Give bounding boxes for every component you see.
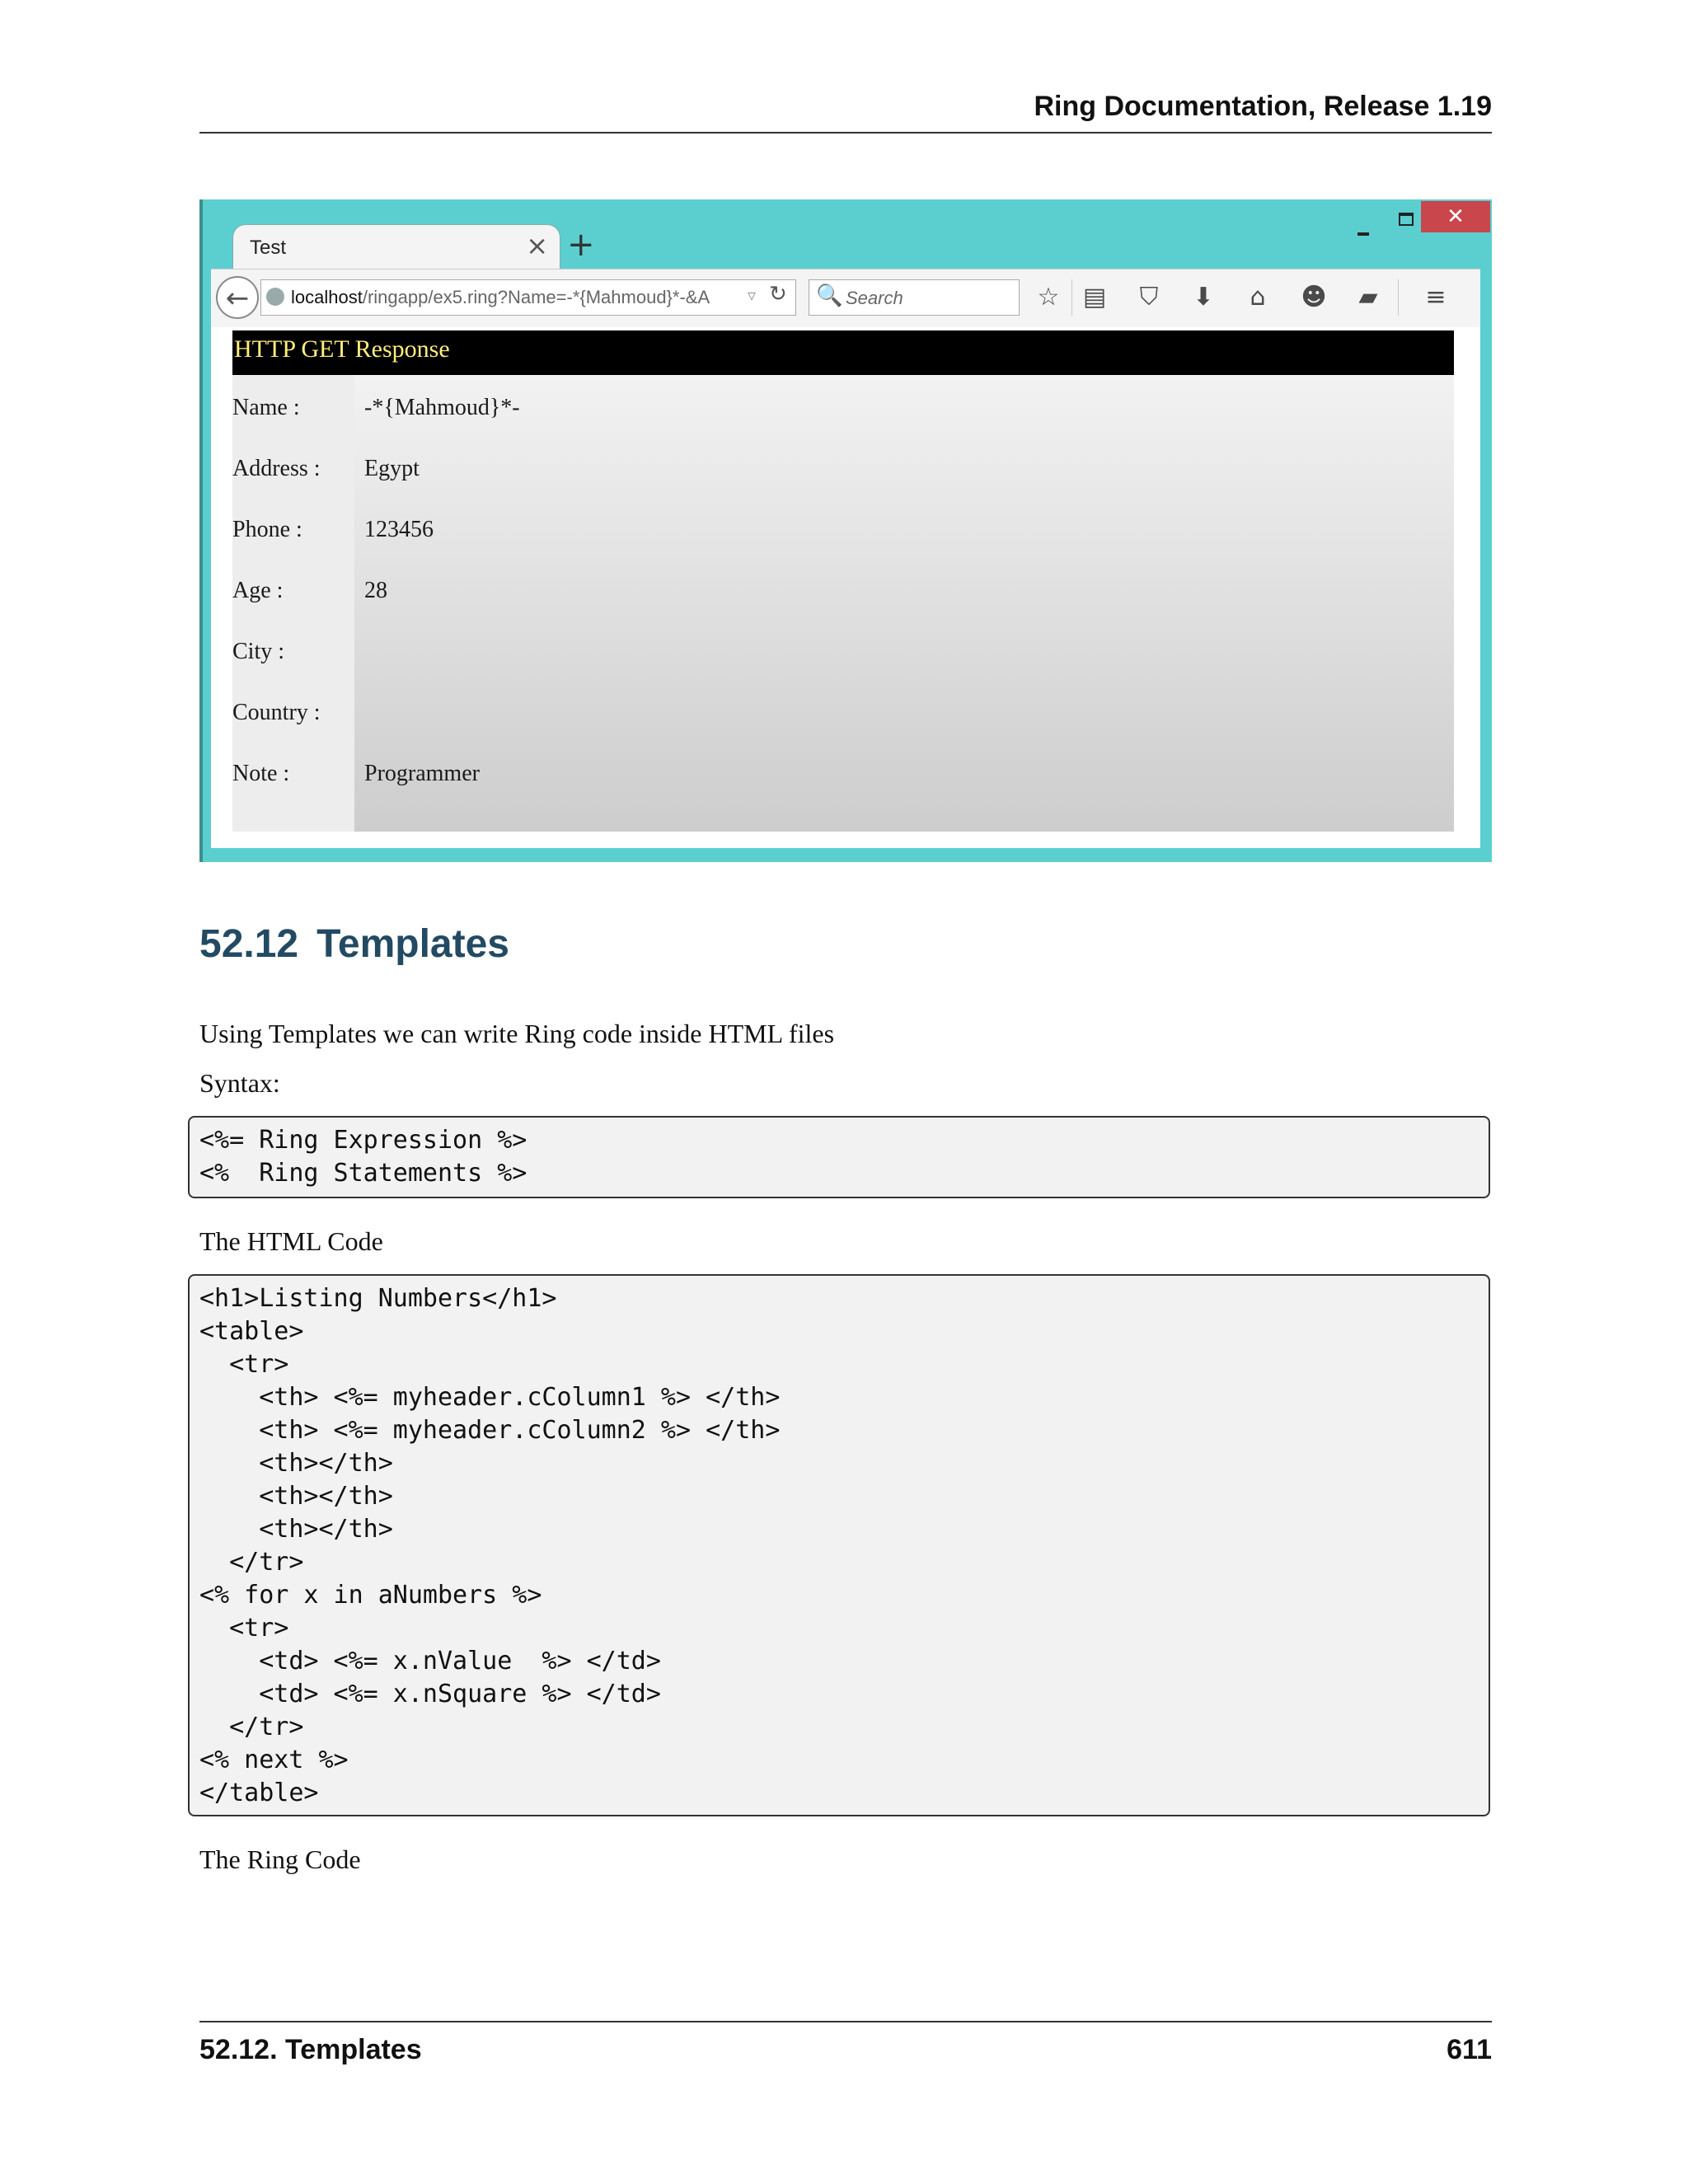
field-value: Programmer <box>364 761 480 786</box>
pocket-icon[interactable]: ⛉ <box>1139 283 1159 312</box>
reload-icon[interactable]: ↻ <box>769 282 787 307</box>
field-label: Note : <box>232 761 290 786</box>
field-value: 28 <box>364 578 387 603</box>
globe-icon <box>266 288 284 306</box>
response-heading: HTTP GET Response <box>232 330 1454 375</box>
bookmark-star-icon[interactable]: ☆ <box>1037 283 1060 312</box>
minimize-button[interactable] <box>1341 214 1382 244</box>
field-row <box>232 639 1454 700</box>
field-value: 123456 <box>364 517 434 542</box>
field-value: Egypt <box>364 456 420 481</box>
field-label: Country : <box>232 700 321 725</box>
address-text <box>291 287 710 308</box>
url-host: localhost <box>291 287 363 307</box>
field-row <box>232 700 1454 761</box>
maximize-button[interactable] <box>1384 206 1425 236</box>
browser-screenshot <box>199 199 1492 862</box>
html-code: <h1>Listing Numbers</h1> <table> <tr> <th> <%= myheader.cColumn1 %> </th> <th> <%= myheader.cColumn2 %> </th> <th></th> <th></th> <th></th> </tr> <% for x in aNumbers %> <tr> <td> <%= x.nValue %> </td> <td> <%= x.nSquare %> </td> </tr> <% next %> </table> <box>199 1284 781 1807</box>
field-row <box>232 761 1454 822</box>
field-row <box>232 456 1454 517</box>
search-input[interactable] <box>809 279 1020 316</box>
url-dropdown-icon[interactable]: ▿ <box>748 285 757 305</box>
syntax-label: Syntax: <box>199 1068 280 1098</box>
toolbar-separator <box>1398 279 1399 316</box>
ring-code-label: The Ring Code <box>199 1844 361 1874</box>
field-value: -*{Mahmoud}*- <box>364 395 520 420</box>
section-heading <box>199 921 509 967</box>
running-header <box>199 91 1492 134</box>
field-row <box>232 517 1454 578</box>
page-number: 611 <box>1447 2034 1492 2065</box>
field-label: Address : <box>232 456 321 481</box>
field-label: City : <box>232 639 285 664</box>
chat-icon[interactable]: ☻ <box>1301 283 1327 312</box>
field-row <box>232 395 1454 456</box>
syntax-code: <%= Ring Expression %> <% Ring Statements %> <box>199 1126 528 1188</box>
html-code-label: The HTML Code <box>199 1226 383 1256</box>
syntax-code-block <box>188 1116 1490 1198</box>
section-title: Templates <box>316 922 509 966</box>
tab-title: Test <box>250 237 287 259</box>
extension-icon[interactable]: ▰ <box>1358 283 1378 312</box>
address-bar[interactable] <box>260 279 796 316</box>
field-label: Age : <box>232 578 284 603</box>
tab-close-icon[interactable]: × <box>526 230 548 261</box>
download-icon[interactable]: ⬇ <box>1193 283 1214 312</box>
window-close-button[interactable]: ✕ <box>1421 201 1490 232</box>
toolbar-separator <box>1071 279 1072 316</box>
new-tab-button[interactable]: + <box>567 226 595 264</box>
maximize-icon <box>1399 213 1414 226</box>
search-placeholder: Search <box>846 288 903 308</box>
running-header-title: Ring Documentation, Release 1.19 <box>1034 91 1492 122</box>
field-label: Phone : <box>232 517 302 542</box>
field-row <box>232 578 1454 639</box>
window-border <box>199 199 203 862</box>
running-footer <box>199 2021 1492 2072</box>
navigation-toolbar <box>211 269 1480 328</box>
html-code-block <box>188 1274 1490 1816</box>
section-number: 52.12 <box>199 922 299 966</box>
footer-section: 52.12. Templates <box>199 2034 422 2065</box>
minimize-icon <box>1357 232 1369 236</box>
back-button[interactable]: ← <box>216 276 259 319</box>
field-label: Name : <box>232 395 300 420</box>
reading-list-icon[interactable]: ▤ <box>1082 283 1107 312</box>
intro-paragraph: Using Templates we can write Ring code inside HTML files <box>199 1019 835 1048</box>
browser-content <box>211 327 1480 848</box>
hamburger-menu-icon[interactable]: ≡ <box>1425 283 1447 312</box>
home-icon[interactable]: ⌂ <box>1250 283 1266 312</box>
url-path: /ringapp/ex5.ring?Name=-*{Mahmoud}*-&A <box>362 287 710 307</box>
search-icon: 🔍 <box>816 284 843 308</box>
browser-tab[interactable] <box>232 224 560 270</box>
response-table <box>232 375 1454 832</box>
